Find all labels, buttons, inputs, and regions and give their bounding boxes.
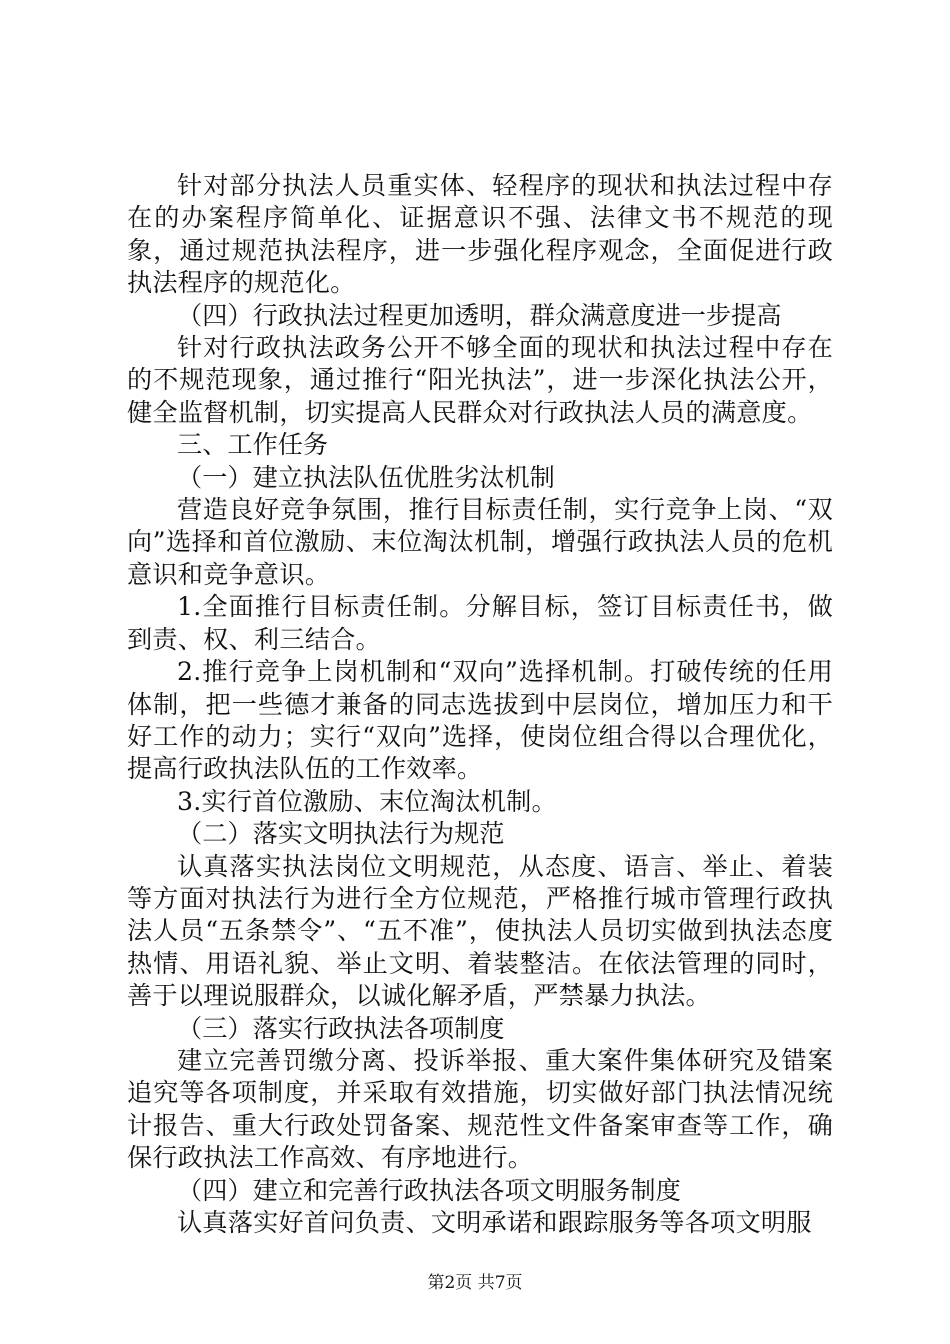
paragraph-service-systems: 认真落实好首问负责、文明承诺和跟踪服务等各项文明服 — [177, 1208, 812, 1237]
paragraph-sunshine-enforcement: 针对行政执法政务公开不够全面的现状和执法过程中存在的不规范现象，通过推行“阳光执法”，进一步深化执法公开，健全监督机制，切实提高人民群众对行政执法人员的满意度。 — [127, 333, 833, 427]
list-item-1: 1.全面推行目标责任制。分解目标，签订目标责任书，做到责、权、利三结合。 — [127, 592, 833, 654]
page-number-footer: 第2页 共7页 — [427, 1273, 523, 1293]
paragraph-civilized-conduct: 认真落实执法岗位文明规范，从态度、语言、举止、着装等方面对执法行为进行全方位规范，严格推行城市管理行政执法人员“五条禁令”、“五不准”，使执法人员切实做到执法态度热情、用语礼貌、举止文明、着装整洁。在依法管理的同时，善于以理说服群众，以诚化解矛盾，严禁暴力执法。 — [127, 851, 833, 1011]
paragraph-competition: 营造良好竞争氛围，推行目标责任制，实行竞争上岗、“双向”选择和首位激励、末位淘汰机制，增强行政执法人员的危机意识和竞争意识。 — [127, 495, 833, 589]
subheading-transparency: （四）行政执法过程更加透明，群众满意度进一步提高 — [177, 300, 782, 330]
subheading-service-systems: （四）建立和完善行政执法各项文明服务制度 — [177, 1175, 681, 1205]
paragraph-enforcement-systems: 建立完善罚缴分离、投诉举报、重大案件集体研究及错案追究等各项制度，并采取有效措施，切实做好部门执法情况统计报告、重大行政处罚备案、规范性文件备案审查等工作，确保行政执法工作高效、有序地进行。 — [127, 1045, 833, 1173]
subheading-civilized-conduct: （二）落实文明执法行为规范 — [177, 819, 505, 849]
subheading-enforcement-systems: （三）落实行政执法各项制度 — [177, 1013, 505, 1043]
paragraph-procedure-standardization: 针对部分执法人员重实体、轻程序的现状和执法过程中存在的办案程序简单化、证据意识不强、法律文书不规范的现象，通过规范执法程序，进一步强化程序观念，全面促进行政执法程序的规范化。 — [127, 171, 833, 298]
document-body — [127, 170, 833, 1239]
section-heading-tasks: 三、工作任务 — [177, 430, 329, 460]
subheading-elimination-mechanism: （一）建立执法队伍优胜劣汰机制 — [177, 462, 555, 492]
list-item-3: 3.实行首位激励、末位淘汰机制。 — [177, 786, 557, 816]
list-item-2: 2.推行竞争上岗机制和“双向”选择机制。打破传统的任用体制，把一些德才兼备的同志选拔到中层岗位，增加压力和干好工作的动力；实行“双向”选择，使岗位组合得以合理优化，提高行政执法队伍的工作效率。 — [127, 657, 833, 784]
